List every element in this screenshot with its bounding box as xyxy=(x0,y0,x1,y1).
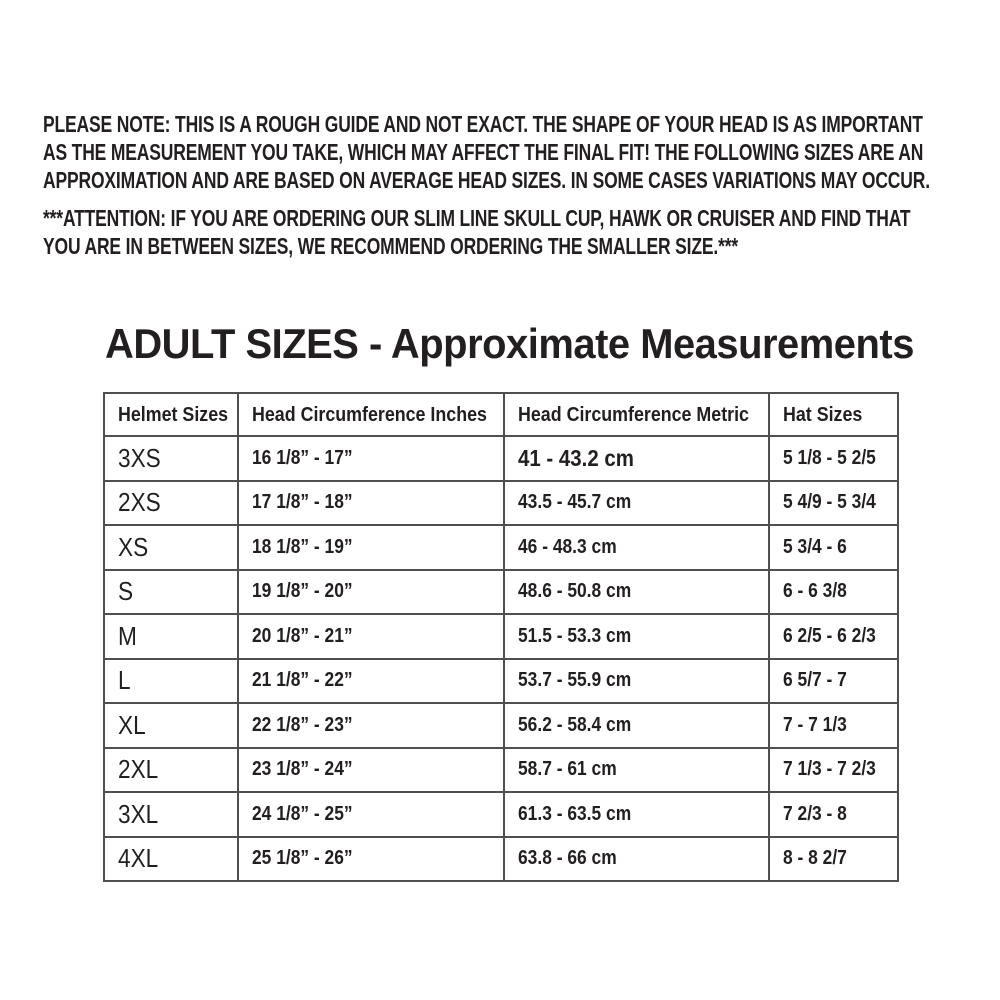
cell-text: 2XL xyxy=(118,754,159,785)
cell-text: 7 1/3 - 7 2/3 xyxy=(783,758,876,781)
cell-text: L xyxy=(118,665,131,696)
table-cell xyxy=(238,837,504,882)
cell-text: 43.5 - 45.7 cm xyxy=(518,491,632,514)
table-row xyxy=(104,481,898,526)
table-cell xyxy=(238,659,504,704)
cell-text: M xyxy=(118,620,137,651)
table-cell xyxy=(104,703,238,748)
column-header-circumference-metric xyxy=(504,393,769,436)
table-cell xyxy=(238,481,504,526)
table-row xyxy=(104,570,898,615)
table-cell xyxy=(504,659,769,704)
size-table xyxy=(103,392,899,882)
table-cell xyxy=(104,436,238,481)
table-cell xyxy=(104,481,238,526)
table-row xyxy=(104,792,898,837)
note-line: APPROXIMATION AND ARE BASED ON AVERAGE HEAD SIZES. IN SOME CASES VARIATIONS MAY OCCUR. xyxy=(43,167,930,194)
attention-line: YOU ARE IN BETWEEN SIZES, WE RECOMMEND ORDERING THE SMALLER SIZE.*** xyxy=(43,233,739,260)
table-cell xyxy=(104,792,238,837)
cell-text: 3XL xyxy=(118,798,159,829)
cell-text: 61.3 - 63.5 cm xyxy=(518,802,632,825)
table-row xyxy=(104,659,898,704)
table-cell xyxy=(238,748,504,793)
cell-text: S xyxy=(118,576,134,607)
cell-text: 6 2/5 - 6 2/3 xyxy=(783,624,876,647)
cell-text: 17 1/8” - 18” xyxy=(252,491,353,514)
cell-text: 53.7 - 55.9 cm xyxy=(518,669,632,692)
cell-text: 2XS xyxy=(118,487,161,518)
cell-text: 6 5/7 - 7 xyxy=(783,669,847,692)
table-cell xyxy=(104,748,238,793)
cell-text: 5 1/8 - 5 2/5 xyxy=(783,446,876,469)
table-row xyxy=(104,748,898,793)
cell-text: 22 1/8” - 23” xyxy=(252,713,353,736)
table-cell xyxy=(104,837,238,882)
cell-text: 5 4/9 - 5 3/4 xyxy=(783,491,876,514)
table-cell xyxy=(238,703,504,748)
header-text: Head Circumference Inches xyxy=(252,402,487,426)
table-cell xyxy=(504,436,769,481)
cell-text: 16 1/8” - 17” xyxy=(252,446,353,469)
page-title: ADULT SIZES - Approximate Measurements xyxy=(105,320,914,367)
table-cell xyxy=(238,570,504,615)
table-cell xyxy=(104,614,238,659)
table-row xyxy=(104,525,898,570)
column-header-circumference-inches xyxy=(238,393,504,436)
cell-text: 25 1/8” - 26” xyxy=(252,847,353,870)
table-cell xyxy=(504,837,769,882)
table-row xyxy=(104,837,898,882)
cell-text: XL xyxy=(118,709,146,740)
table-cell xyxy=(504,748,769,793)
cell-text: 19 1/8” - 20” xyxy=(252,580,353,603)
cell-text: 58.7 - 61 cm xyxy=(518,758,617,781)
table-cell xyxy=(769,659,898,704)
table-cell xyxy=(769,525,898,570)
cell-text: 20 1/8” - 21” xyxy=(252,624,353,647)
cell-text: 24 1/8” - 25” xyxy=(252,802,353,825)
header-text: Hat Sizes xyxy=(783,402,863,426)
header-text: Head Circumference Metric xyxy=(518,402,749,426)
table-cell xyxy=(238,436,504,481)
table-cell xyxy=(769,792,898,837)
cell-text: 48.6 - 50.8 cm xyxy=(518,580,632,603)
table-cell xyxy=(769,614,898,659)
cell-text: 46 - 48.3 cm xyxy=(518,535,617,558)
cell-text: 7 2/3 - 8 xyxy=(783,802,847,825)
cell-text: 18 1/8” - 19” xyxy=(252,535,353,558)
cell-text: 7 - 7 1/3 xyxy=(783,713,847,736)
cell-text: 56.2 - 58.4 cm xyxy=(518,713,632,736)
table-cell xyxy=(504,570,769,615)
table-cell xyxy=(769,436,898,481)
size-table-body xyxy=(104,436,898,881)
table-cell xyxy=(504,703,769,748)
cell-text: 51.5 - 53.3 cm xyxy=(518,624,632,647)
cell-text: 5 3/4 - 6 xyxy=(783,535,847,558)
table-cell xyxy=(504,481,769,526)
table-cell xyxy=(769,703,898,748)
table-cell xyxy=(504,525,769,570)
table-cell xyxy=(238,614,504,659)
table-cell xyxy=(104,659,238,704)
table-cell xyxy=(238,792,504,837)
table-cell xyxy=(769,570,898,615)
table-row xyxy=(104,436,898,481)
cell-text: 6 - 6 3/8 xyxy=(783,580,847,603)
table-cell xyxy=(769,837,898,882)
cell-text: 3XS xyxy=(118,442,161,473)
table-cell xyxy=(504,614,769,659)
column-header-hat-sizes xyxy=(769,393,898,436)
table-cell xyxy=(104,570,238,615)
table-header-row xyxy=(104,393,898,436)
column-header-helmet-sizes xyxy=(104,393,238,436)
table-row xyxy=(104,703,898,748)
table-cell xyxy=(104,525,238,570)
note-paragraph xyxy=(43,110,930,195)
cell-text: 4XL xyxy=(118,843,159,874)
note-line: AS THE MEASUREMENT YOU TAKE, WHICH MAY AFFECT THE FINAL FIT! THE FOLLOWING SIZES ARE AN xyxy=(43,139,924,166)
header-text: Helmet Sizes xyxy=(118,402,229,426)
table-cell xyxy=(504,792,769,837)
note-line: PLEASE NOTE: THIS IS A ROUGH GUIDE AND NOT EXACT. THE SHAPE OF YOUR HEAD IS AS IMPORTANT xyxy=(43,111,923,137)
cell-text: 8 - 8 2/7 xyxy=(783,847,847,870)
table-cell xyxy=(769,748,898,793)
cell-text: 23 1/8” - 24” xyxy=(252,758,353,781)
table-cell xyxy=(238,525,504,570)
cell-text: XS xyxy=(118,531,149,562)
cell-text: 21 1/8” - 22” xyxy=(252,669,353,692)
table-cell xyxy=(769,481,898,526)
attention-paragraph xyxy=(43,204,910,260)
attention-line: ***ATTENTION: IF YOU ARE ORDERING OUR SLIM LINE SKULL CUP, HAWK OR CRUISER AND FIND THAT xyxy=(43,205,911,231)
table-row xyxy=(104,614,898,659)
cell-text: 41 - 43.2 cm xyxy=(518,444,634,471)
cell-text: 63.8 - 66 cm xyxy=(518,847,617,870)
